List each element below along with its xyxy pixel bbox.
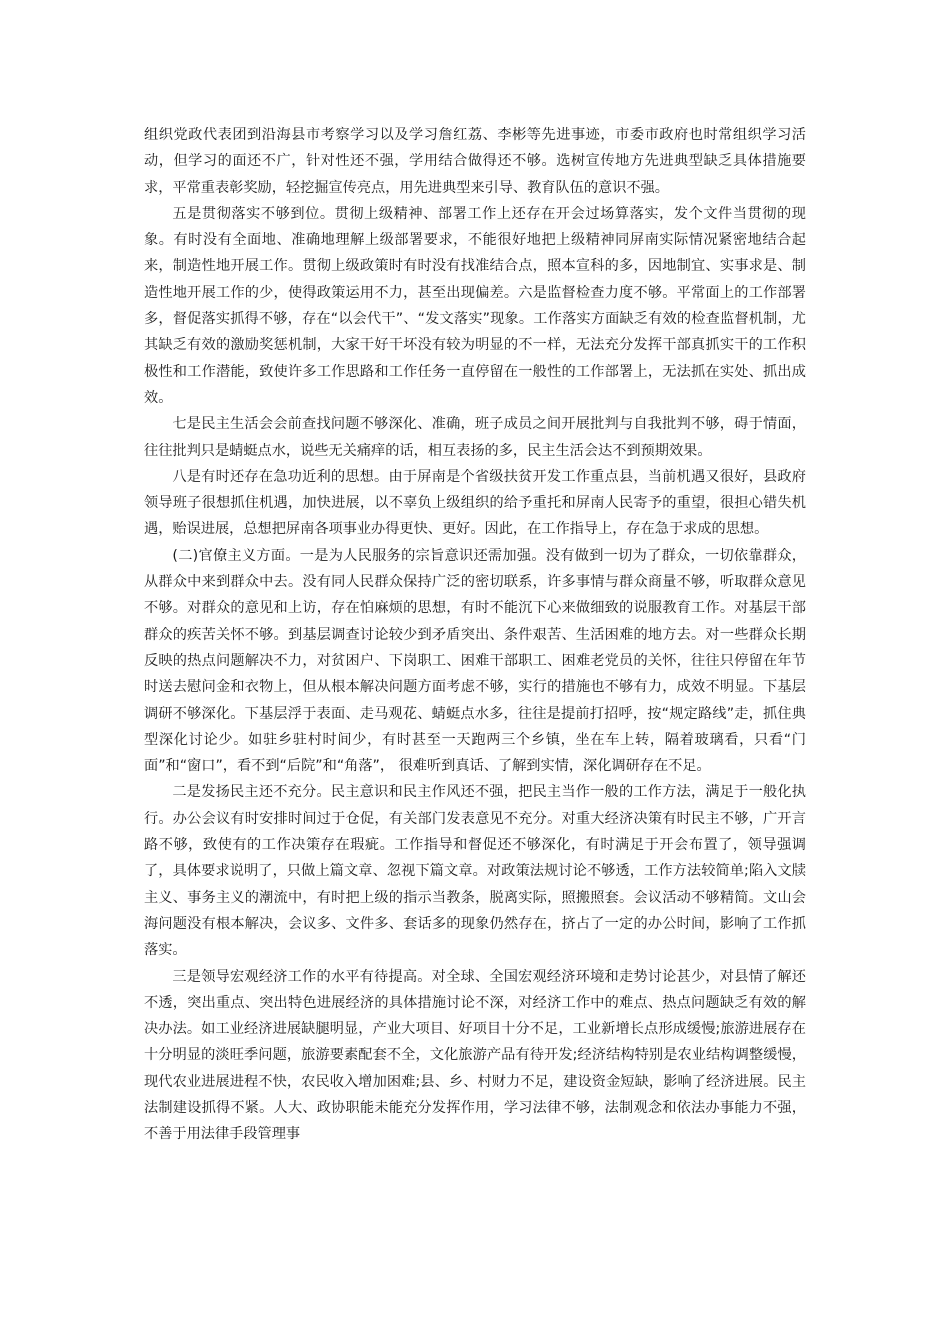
paragraph-7: 三是领导宏观经济工作的水平有待提高。对全球、全国宏观经济环境和走势讨论甚少，对县情了解还不透，突出重点、突出特色进展经济的具体措施讨论不深，对经济工作中的难点、热点问题缺乏有效的解决办法。如工业经济进展缺腿明显，产业大项目、好项目十分不足，工业新增长点形成缓慢;旅游进展存在十分明显的淡旺季问题，旅游要素配套不全，文化旅游产品有待开发;经济结构特别是农业结构调整缓慢，现代农业进展进程不快，农民收入增加困难;县、乡、村财力不足，建设资金短缺，影响了经济进展。民主法制建设抓得不紧。人大、政协职能未能充分发挥作用，学习法律不够，法制观念和依法办事能力不强，不善于用法律手段管理事 bbox=[144, 968, 806, 1143]
paragraph-4: 八是有时还存在急功近利的思想。由于屏南是个省级扶贫开发工作重点县，当前机遇又很好，县政府领导班子很想抓住机遇，加快进展，以不辜负上级组织的给予重托和屏南人民寄予的重望，很担心错失机遇，贻误进展，总想把屏南各项事业办得更快、更好。因此，在工作指导上，存在急于求成的思想。 bbox=[144, 468, 806, 538]
document-page bbox=[144, 122, 806, 1148]
paragraph-2: 五是贯彻落实不够到位。贯彻上级精神、部署工作上还存在开会过场算落实，发个文件当贯彻的现象。有时没有全面地、准确地理解上级部署要求，不能很好地把上级精神同屏南实际情况紧密地结合起来，制造性地开展工作。贯彻上级政策时有时没有找准结合点，照本宣科的多，因地制宜、实事求是、制造性地开展工作的少，使得政策运用不力，甚至出现偏差。六是监督检查力度不够。平常面上的工作部署多，督促落实抓得不够，存在“以会代干”、“发文落实”现象。工作落实方面缺乏有效的检查监督机制，尤其缺乏有效的激励奖惩机制，大家干好干坏没有较为明显的不一样，无法充分发挥干部真抓实干的工作积极性和工作潜能，致使许多工作思路和工作任务一直停留在一般性的工作部署上，无法抓在实处、抓出成效。 bbox=[144, 205, 806, 406]
paragraph-6: 二是发扬民主还不充分。民主意识和民主作风还不强，把民主当作一般的工作方法，满足于一般化执行。办公会议有时安排时间过于仓促，有关部门发表意见不充分。对重大经济决策有时民主不够，广开言路不够，致使有的工作决策存在瑕疵。工作指导和督促还不够深化，有时满足于开会布置了，领导强调了，具体要求说明了，只做上篇文章、忽视下篇文章。对政策法规讨论不够透，工作方法较简单;陷入文牍主义、事务主义的潮流中，有时把上级的指示当教条，脱离实际，照搬照套。会议活动不够精简。文山会海问题没有根本解决，会议多、文件多、套话多的现象仍然存在，挤占了一定的办公时间，影响了工作抓落实。 bbox=[144, 784, 806, 959]
paragraph-1: 组织党政代表团到沿海县市考察学习以及学习詹红荔、李彬等先进事迹，市委市政府也时常组织学习活动，但学习的面还不广，针对性还不强，学用结合做得还不够。选树宣传地方先进典型缺乏具体措施要求，平常重表彰奖励，轻挖掘宣传亮点，用先进典型来引导、教育队伍的意识不强。 bbox=[144, 127, 806, 196]
paragraph-3: 七是民主生活会会前查找问题不够深化、准确，班子成员之间开展批判与自我批判不够，碍于情面，往往批判只是蜻蜓点水，说些无关痛痒的话，相互表扬的多，民主生活会达不到预期效果。 bbox=[144, 416, 806, 459]
paragraph-5: (二)官僚主义方面。一是为人民服务的宗旨意识还需加强。没有做到一切为了群众，一切依靠群众，从群众中来到群众中去。没有同人民群众保持广泛的密切联系，许多事情与群众商量不够，听取群众意见不够。对群众的意见和上访，存在怕麻烦的思想，有时不能沉下心来做细致的说服教育工作。对基层干部群众的疾苦关怀不够。到基层调查讨论较少到矛盾突出、条件艰苦、生活困难的地方去。对一些群众长期反映的热点问题解决不力，对贫困户、下岗职工、困难干部职工、困难老党员的关怀，往往只停留在年节时送去慰问金和衣物上，但从根本解决问题方面考虑不够，实行的措施也不够有力，成效不明显。下基层调研不够深化。下基层浮于表面、走马观花、蜻蜓点水多，往往是提前打招呼，按“规定路线”走，抓住典型深化讨论少。如驻乡驻村时间少，有时甚至一天跑两三个乡镇，坐在车上转，隔着玻璃看，只看“门面”和“窗口”，看不到“后院”和“角落”， 很难听到真话、了解到实情，深化调研存在不足。 bbox=[144, 547, 806, 775]
